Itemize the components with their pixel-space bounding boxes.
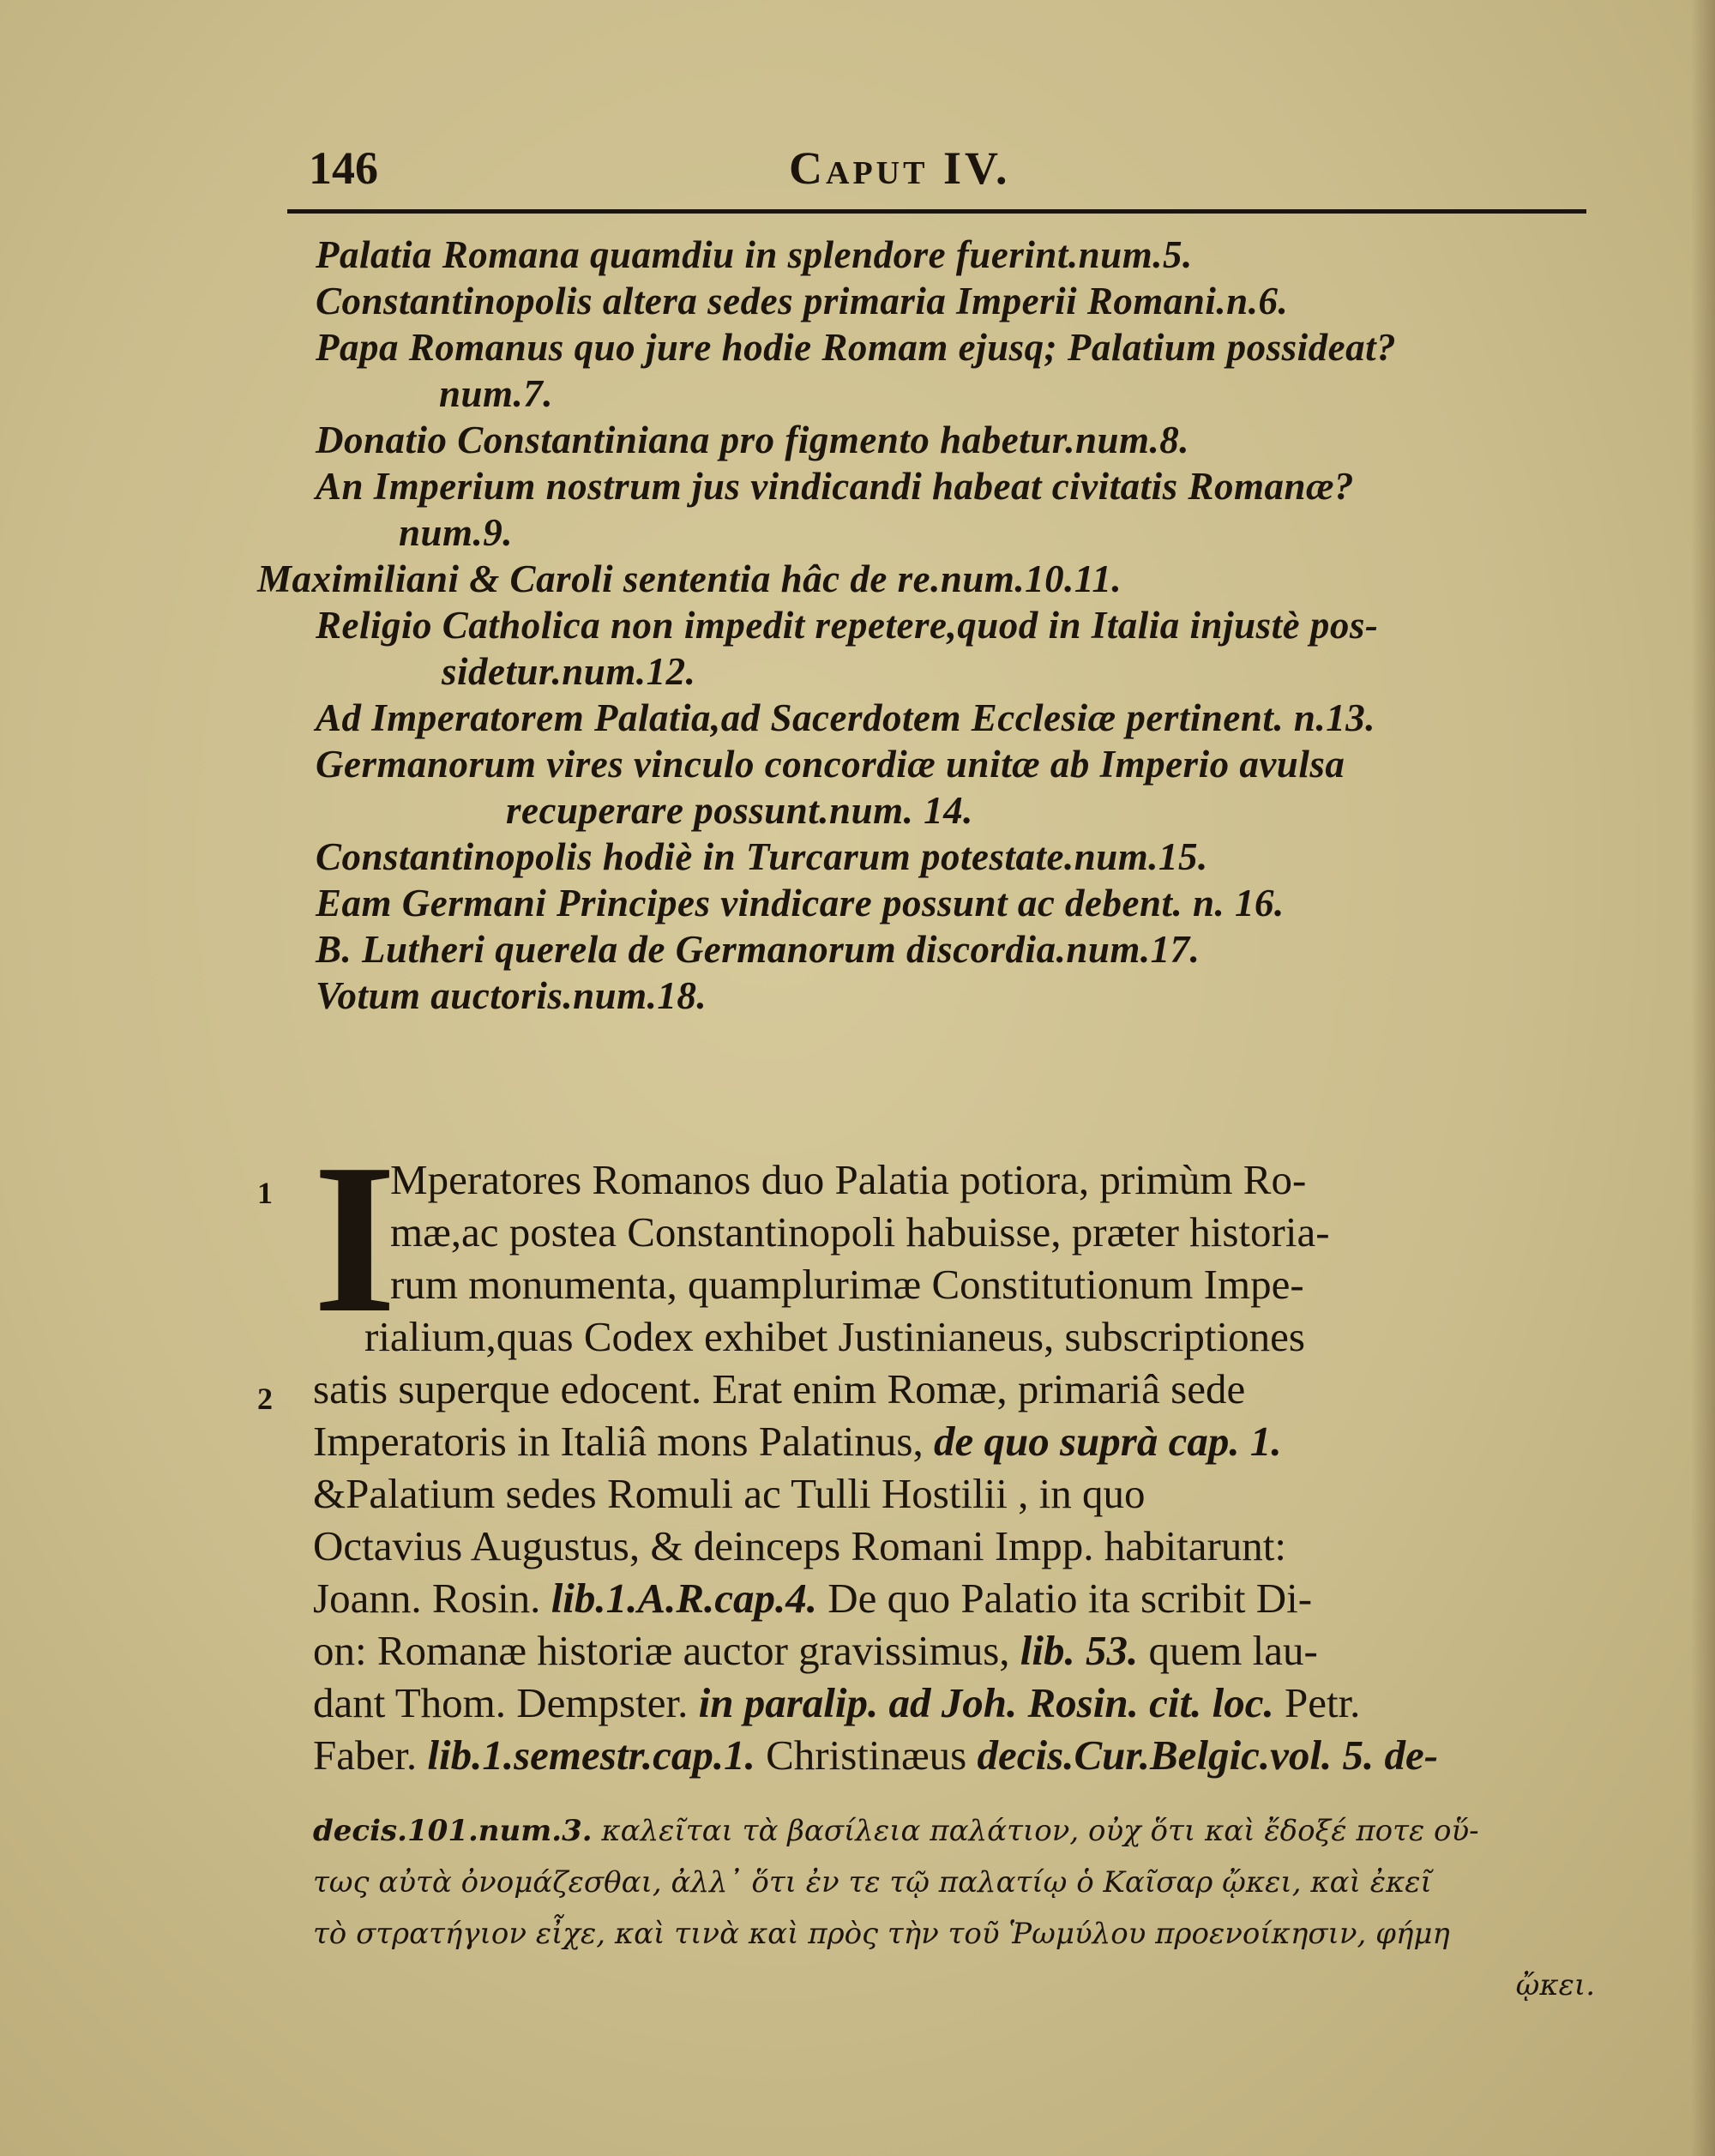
body-line: satis superque edocent. Erat enim Romæ, primariâ sede [313, 1365, 1246, 1412]
body-text-span: Joann. Rosin. [313, 1575, 541, 1622]
body-line: Octavius Augustus, & deinceps Romani Impp. habitarunt: [313, 1522, 1287, 1569]
body-line [313, 1624, 1599, 1677]
summary-line: B. Lutheri querela de Germanorum discordia.num.17. [316, 928, 1200, 971]
citation-italic: de quo suprà cap. 1. [933, 1418, 1282, 1465]
summary-line: Eam Germani Principes vindicare possunt ac debent. n. 16. [316, 882, 1285, 924]
body-line: rialium,quas Codex exhibet Justinianeus, subscriptiones [364, 1313, 1305, 1360]
summary-line: Maximiliani & Caroli sententia hâc de re.num.10.11. [257, 557, 1122, 600]
body-text-span: dant Thom. Dempster. [313, 1679, 689, 1726]
body-text-span: Christinæus [766, 1731, 967, 1779]
body-text-span: Faber. [313, 1731, 418, 1779]
running-head: Caput IV. [789, 142, 1011, 194]
summary-line: sidetur.num.12. [442, 650, 696, 693]
body-line [313, 1415, 1599, 1467]
body-line: rum monumenta, quamplurimæ Constitutionum Impe- [390, 1261, 1304, 1308]
body-text-span: quem lau- [1148, 1627, 1318, 1674]
summary-line: Religio Catholica non impedit repetere,quod in Italia injustè pos- [316, 604, 1379, 647]
page-header [309, 142, 1586, 202]
summary-line: Constantinopolis altera sedes primaria Imperii Romani.n.6. [316, 280, 1289, 322]
citation-italic: lib.1.semestr.cap.1. [427, 1731, 755, 1779]
summary-line: Donatio Constantiniana pro figmento habetur.num.8. [316, 419, 1190, 461]
body-text-span: Imperatoris in Italiâ mons Palatinus, [313, 1418, 924, 1465]
summary-line: Constantinopolis hodiè in Turcarum potestate.num.15. [316, 835, 1208, 878]
summary-line: Ad Imperatorem Palatia,ad Sacerdotem Ecclesiæ pertinent. n.13. [316, 696, 1375, 739]
body-line [313, 1677, 1599, 1729]
greek-quotation [313, 1805, 1599, 2011]
body-line: mæ,ac postea Constantinopoli habuisse, præter historia- [390, 1208, 1330, 1256]
page-number: 146 [309, 142, 378, 194]
body-text-span: Petr. [1284, 1679, 1361, 1726]
citation-italic: decis.101.num.3. [313, 1814, 593, 1848]
summary-line: Germanorum vires vinculo concordiæ unitæ ab Imperio avulsa [316, 743, 1345, 786]
body-paragraph [313, 1153, 1599, 1781]
margin-note-marker: 1 [257, 1176, 273, 1210]
body-line: &Palatium sedes Romuli ac Tulli Hostilii , in quo [313, 1470, 1146, 1517]
citation-italic: lib.1.A.R.cap.4. [551, 1575, 818, 1622]
body-text-span: on: Romanæ historiæ auctor gravissimus, [313, 1627, 1010, 1674]
summary-line: Papa Romanus quo jure hodie Romam ejusq; Palatium possideat? [316, 326, 1397, 369]
margin-note-marker: 2 [257, 1382, 273, 1416]
summary-line: recuperare possunt.num. 14. [506, 789, 973, 832]
citation-italic: decis.Cur.Belgic.vol. 5. de- [977, 1731, 1439, 1779]
body-text-span: De quo Palatio ita scribit Di- [827, 1575, 1313, 1622]
greek-line: τως αὐτὰ ὀνομάζεσθαι, ἀλλ᾽ ὅτι ἐν τε τῷ παλατίῳ ὁ Καῖσαρ ᾤκει, καὶ ἐκεῖ [313, 1865, 1432, 1900]
citation-italic: in paralip. ad Joh. Rosin. cit. loc. [698, 1679, 1274, 1726]
drop-cap: I [313, 1120, 397, 1358]
chapter-summary [257, 232, 1612, 1019]
greek-text: καλεῖται τὰ βασίλεια παλάτιον, οὐχ ὅτι καὶ ἔδοξέ ποτε οὕ- [601, 1814, 1479, 1848]
summary-line: num.9. [399, 511, 514, 554]
page-edge-shadow [1691, 0, 1715, 2156]
greek-line: ᾤκει. [1515, 1968, 1595, 2002]
summary-line: Votum auctoris.num.18. [316, 974, 707, 1017]
body-line [313, 1572, 1599, 1624]
citation-italic: lib. 53. [1020, 1627, 1139, 1674]
summary-line: Palatia Romana quamdiu in splendore fuerint.num.5. [316, 233, 1193, 276]
greek-line: τὸ στρατήγιον εἶχε, καὶ τινὰ καὶ πρὸς τὴν τοῦ Ῥωμύλου προενοίκησιν, φήμη [313, 1917, 1450, 1951]
summary-line: An Imperium nostrum jus vindicandi habeat civitatis Romanæ? [316, 465, 1354, 508]
summary-line: num.7. [439, 372, 554, 415]
header-rule [287, 209, 1586, 214]
body-line: Mperatores Romanos duo Palatia potiora, primùm Ro- [390, 1156, 1307, 1203]
body-line [313, 1729, 1599, 1781]
greek-line [313, 1805, 1599, 1857]
